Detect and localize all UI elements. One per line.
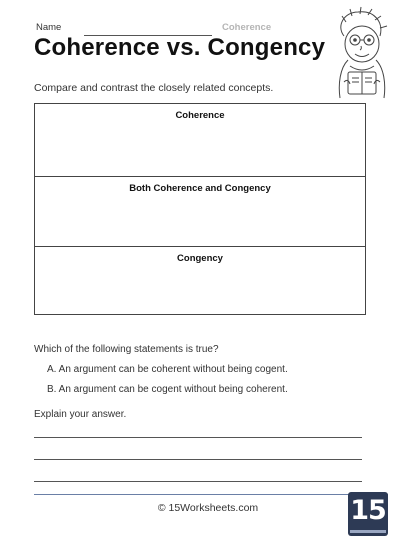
option-a[interactable]: A. An argument can be coherent without being cogent. (47, 364, 288, 375)
congency-cell[interactable] (35, 247, 365, 315)
instructions-text: Compare and contrast the closely related concepts. (34, 82, 274, 94)
compare-table (34, 103, 366, 315)
answer-line[interactable] (34, 459, 362, 460)
cartoon-student-icon (330, 6, 392, 102)
site-logo-number: 15 (350, 495, 386, 526)
site-logo (348, 492, 388, 536)
coherence-cell[interactable] (35, 104, 365, 177)
explain-prompt: Explain your answer. (34, 409, 127, 420)
congency-cell-label: Congency (177, 253, 223, 264)
worksheet-title: Coherence vs. Congency (34, 34, 326, 61)
coherence-cell-label: Coherence (175, 110, 225, 121)
both-cell[interactable] (35, 177, 365, 247)
footer-credit[interactable]: © 15Worksheets.com (157, 502, 259, 514)
answer-line[interactable] (34, 481, 362, 482)
both-cell-label: Both Coherence and Congency (129, 183, 271, 194)
name-label: Name (36, 22, 62, 33)
answer-line[interactable] (34, 437, 362, 438)
footer-divider (34, 494, 388, 495)
logo-stripe (350, 530, 386, 533)
question-prompt: Which of the following statements is true? (34, 344, 219, 355)
topic-label: Coherence (222, 22, 272, 33)
option-b[interactable]: B. An argument can be cogent without being coherent. (47, 384, 288, 395)
